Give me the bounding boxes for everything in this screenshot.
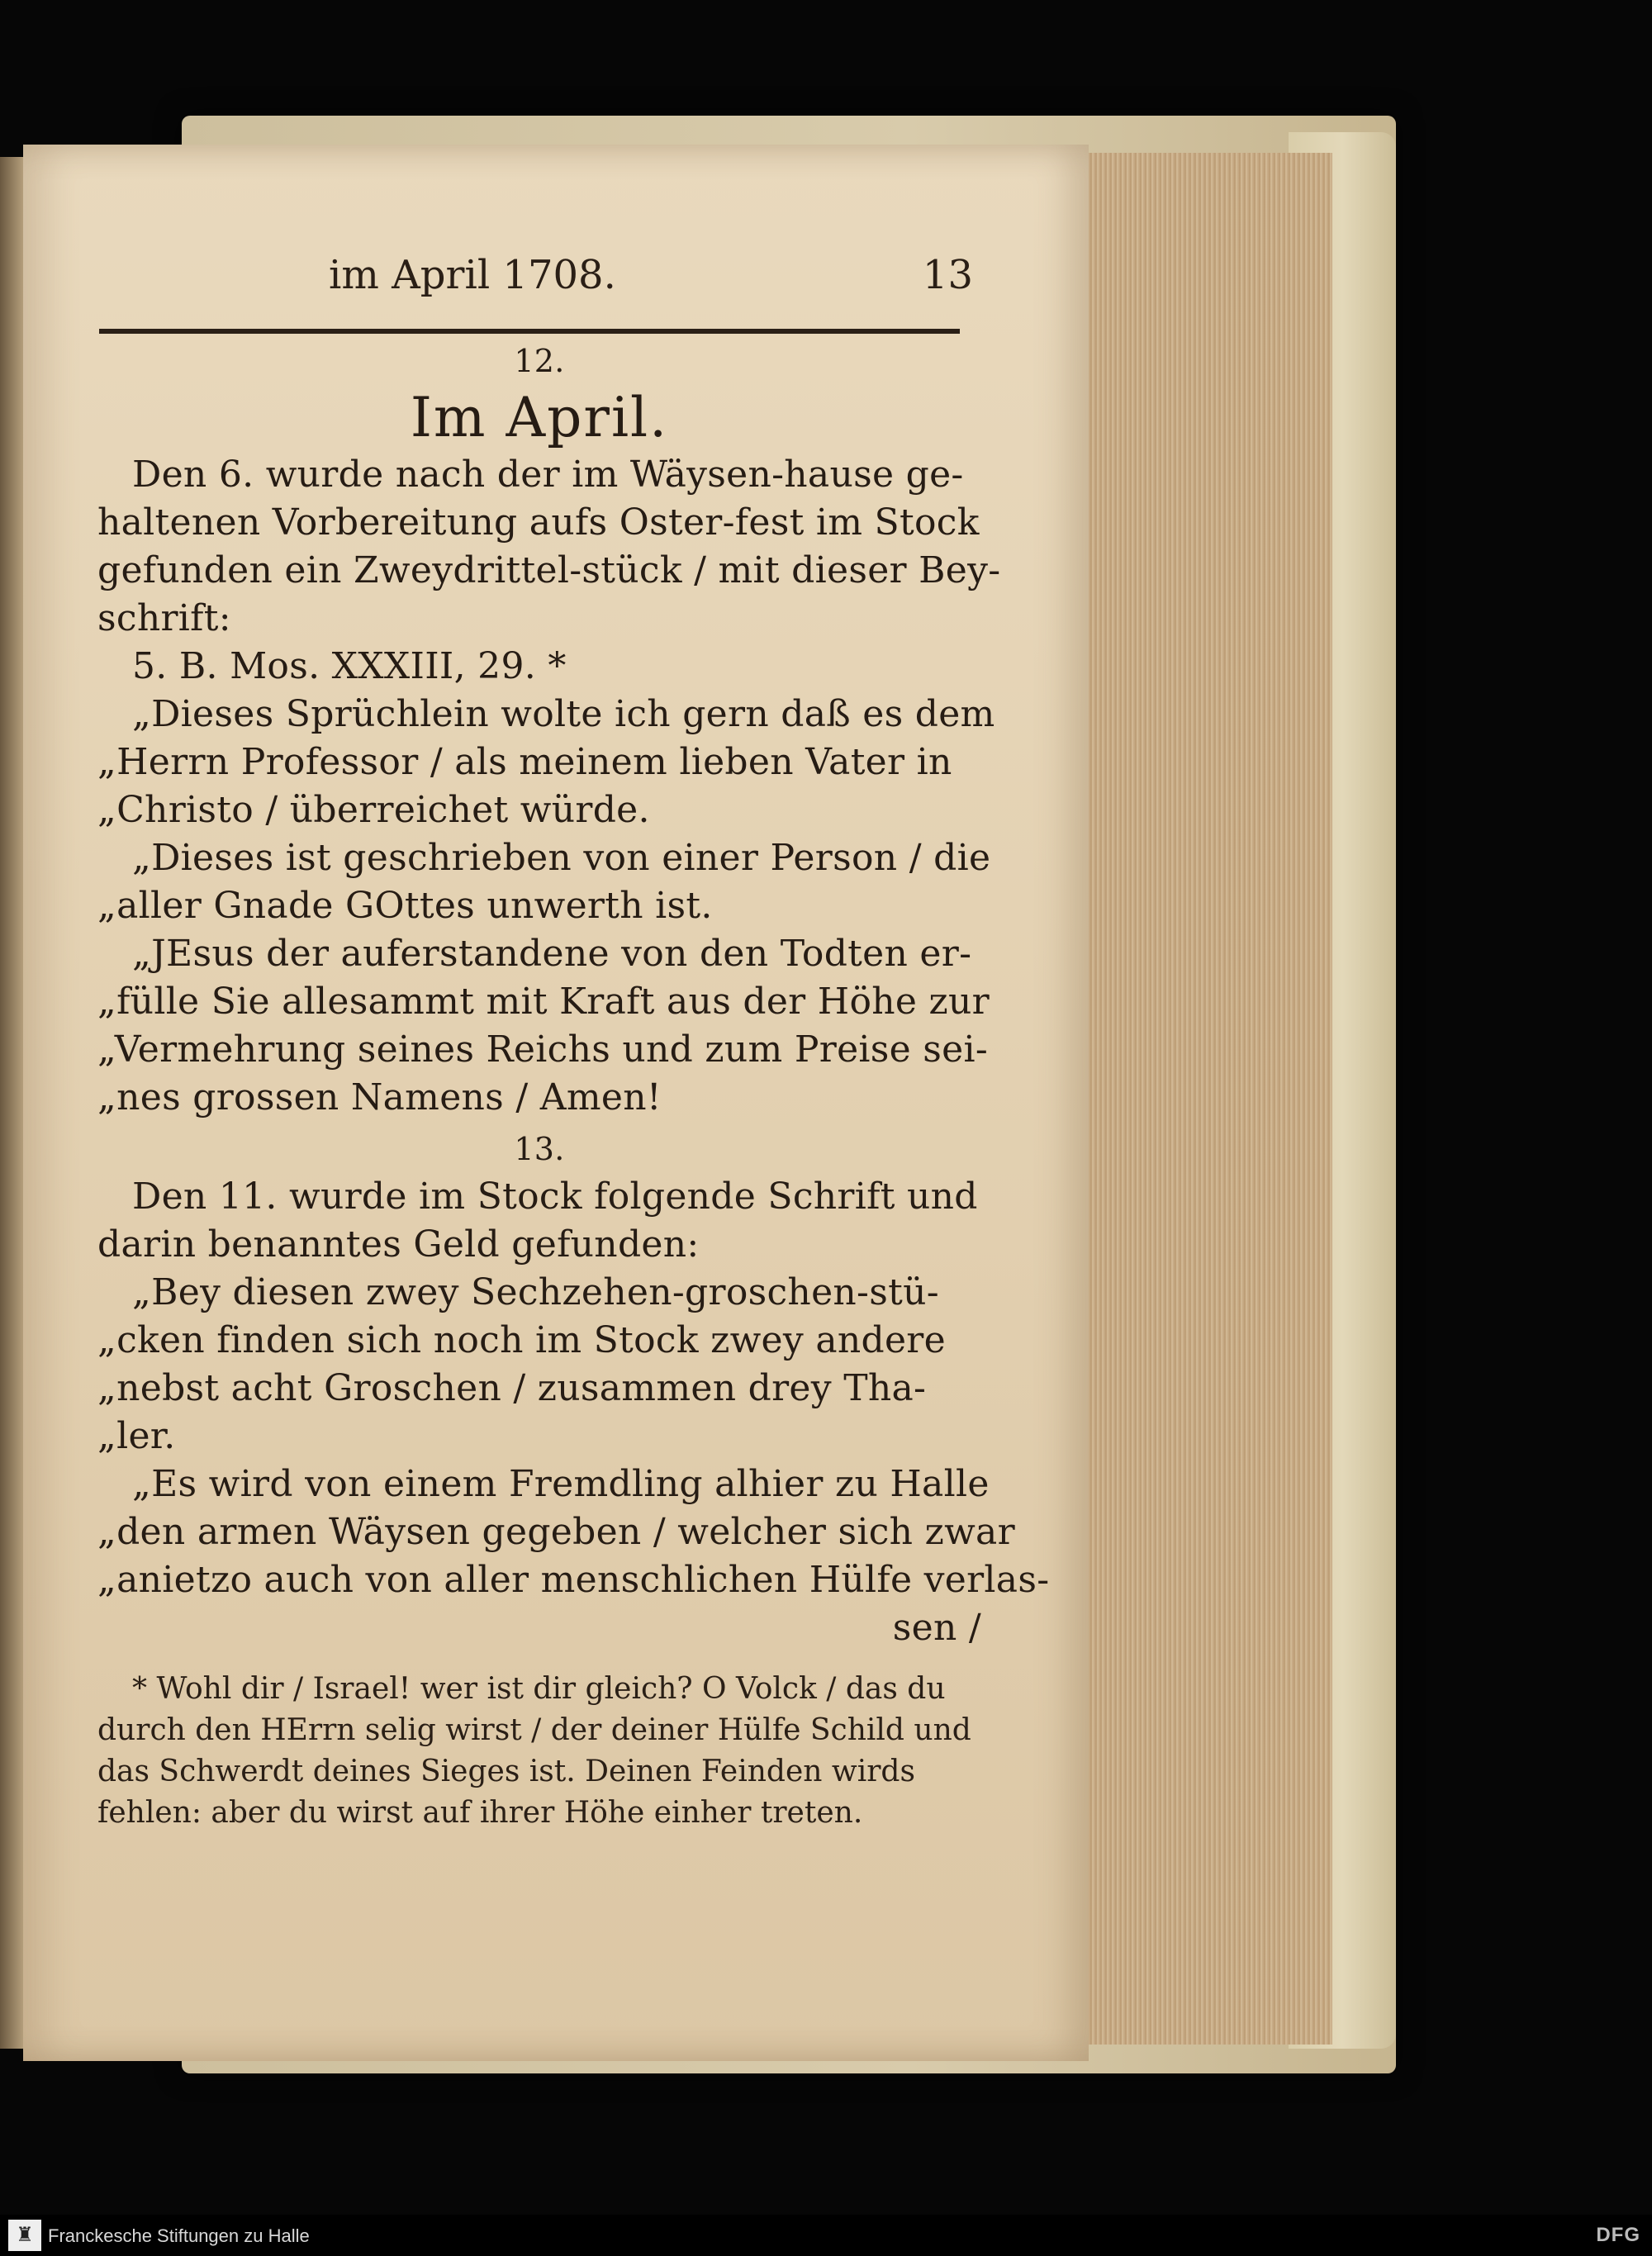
institution-logo-icon: ♜ xyxy=(8,2220,41,2251)
quote-line: „JEsus der auferstandene von den Todten er- xyxy=(132,933,972,975)
footnote-line: das Schwerdt deines Sieges ist. Deinen Feinden wirds xyxy=(97,1755,915,1788)
entry-number: 12. xyxy=(514,343,565,379)
quote-line: „cken finden sich noch im Stock zwey andere xyxy=(97,1319,946,1361)
text-line: Den 6. wurde nach der im Wäysen-hause ge- xyxy=(132,454,964,496)
text-line: haltenen Vorbereitung aufs Oster-fest im Stock xyxy=(97,501,980,544)
footnote-line: * Wohl dir / Israel! wer ist dir gleich? O Volck / das du xyxy=(132,1672,946,1706)
quote-line: „Christo / überreichet würde. xyxy=(97,789,650,831)
page-number: 13 xyxy=(922,252,973,298)
catchword: sen / xyxy=(892,1607,981,1649)
funder-logo: DFG xyxy=(1596,2224,1640,2246)
footnote-line: fehlen: aber du wirst auf ihrer Höhe einher treten. xyxy=(97,1796,863,1830)
quote-line: „Dieses ist geschrieben von einer Person / die xyxy=(132,837,991,879)
text-line: schrift: xyxy=(97,597,231,639)
quote-line: „Bey diesen zwey Sechzehen-groschen-stü- xyxy=(132,1271,939,1313)
running-head-title: im April 1708. xyxy=(329,252,616,298)
quote-line: „Es wird von einem Fremdling alhier zu Halle xyxy=(132,1463,990,1505)
facing-page-sliver xyxy=(0,157,25,2049)
entry-number: 13. xyxy=(514,1131,565,1167)
quote-line: „aller Gnade GOttes unwerth ist. xyxy=(97,885,713,927)
entry-12 xyxy=(97,337,1001,1122)
text-line: darin benanntes Geld gefunden: xyxy=(97,1223,700,1266)
quote-line: „nes grossen Namens / Amen! xyxy=(97,1076,662,1119)
scripture-citation: 5. B. Mos. XXXIII, 29. * xyxy=(132,645,567,687)
quote-line: „den armen Wäysen gegeben / welcher sich zwar xyxy=(97,1511,1015,1553)
quote-line: „Herrn Professor / als meinem lieben Vater in xyxy=(97,741,952,783)
running-header xyxy=(329,252,973,302)
quote-line: „Dieses Sprüchlein wolte ich gern daß es dem xyxy=(132,693,995,735)
entry-13 xyxy=(97,1125,1050,1652)
quote-line: „fülle Sie allesammt mit Kraft aus der Höhe zur xyxy=(97,981,990,1023)
footnote xyxy=(97,1669,981,1834)
page-block-edges xyxy=(1082,153,1332,2045)
header-rule xyxy=(99,329,960,334)
footnote-line: durch den HErrn selig wirst / der deiner Hülfe Schild und xyxy=(97,1713,971,1747)
quote-line: „ler. xyxy=(97,1415,176,1457)
quote-line: „nebst acht Groschen / zusammen drey Tha- xyxy=(97,1367,927,1409)
institution-name: Franckesche Stiftungen zu Halle xyxy=(48,2225,310,2246)
text-line: Den 11. wurde im Stock folgende Schrift und xyxy=(132,1175,978,1218)
section-heading: Im April. xyxy=(410,386,669,449)
quote-line: „Vermehrung seines Reichs und zum Preise sei- xyxy=(97,1028,989,1071)
viewer-footer xyxy=(0,2215,1652,2256)
quote-line: „anietzo auch von aller menschlichen Hülfe verlas- xyxy=(97,1559,1050,1601)
text-line: gefunden ein Zweydrittel-stück / mit dieser Bey- xyxy=(97,549,1001,591)
